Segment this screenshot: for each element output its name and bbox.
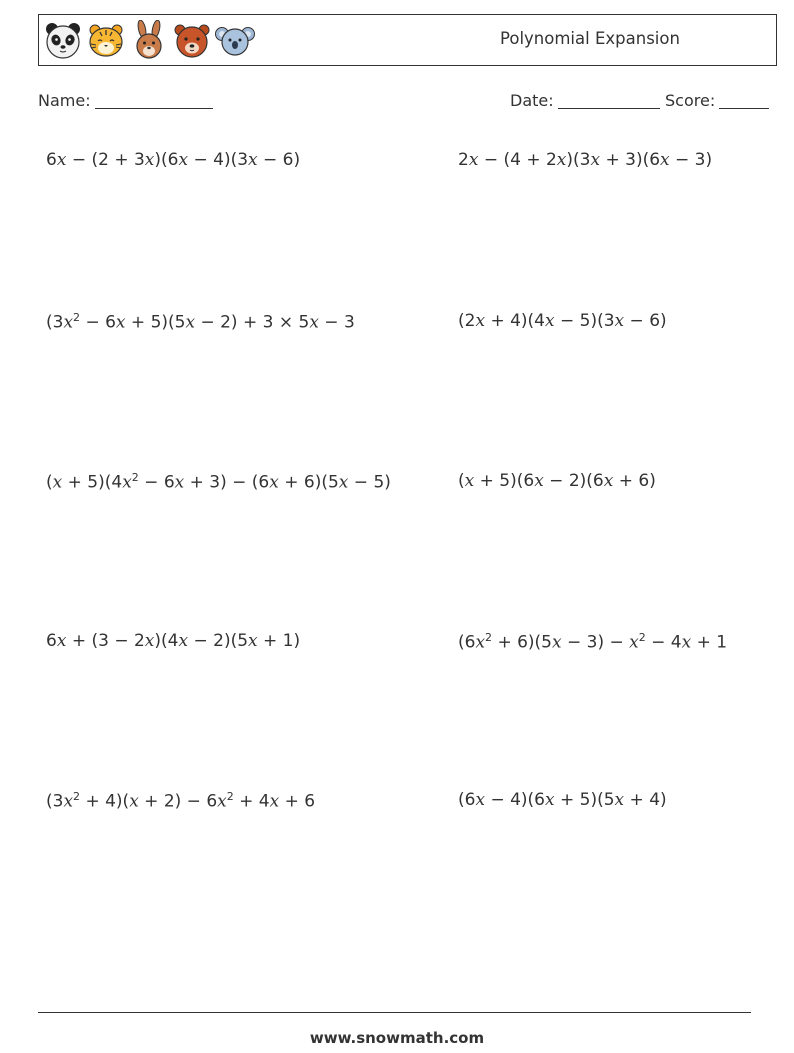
koala-icon xyxy=(215,20,255,60)
bear-icon xyxy=(172,20,212,60)
footer-divider xyxy=(38,1012,751,1013)
problem-10: (6x − 4)(6x + 5)(5x + 4) xyxy=(458,790,667,810)
problem-6: (x + 5)(6x − 2)(6x + 6) xyxy=(458,471,656,491)
problem-9: $(3x^2 + 4)(x + 2) - 6x^2 + 4x + 6$ xyxy=(46,790,316,812)
name-label: Name: xyxy=(38,91,91,110)
problem-3: $(3x^2 - 6x + 5)(5x - 2) + 3 \times 5x - 3$ xyxy=(46,311,355,333)
tiger-icon xyxy=(86,20,126,60)
problem-2: 2x − (4 + 2x)(3x + 3)(6x − 3) xyxy=(458,150,713,170)
problem-1: 6x − (2 + 3x)(6x − 4)(3x − 6) xyxy=(46,150,301,170)
name-blank[interactable] xyxy=(95,92,213,109)
name-field[interactable] xyxy=(38,91,213,110)
rabbit-icon xyxy=(129,20,169,60)
score-label: Score: xyxy=(665,91,716,110)
date-blank[interactable] xyxy=(558,92,660,109)
score-blank[interactable] xyxy=(719,92,769,109)
problem-5: $(x + 5)(4x^2 - 6x + 3) - (6x + 6)(5x - 5)$ xyxy=(46,471,391,493)
problem-4: (2x + 4)(4x − 5)(3x − 6) xyxy=(458,311,667,331)
date-label: Date: xyxy=(510,91,554,110)
footer-site: www.snowmath.com xyxy=(309,1029,485,1047)
date-field[interactable] xyxy=(510,91,660,110)
header-box xyxy=(38,14,777,66)
page-title: Polynomial Expansion xyxy=(500,29,680,48)
problem-8: $(6x^2 + 6)(5x - 3) - x^2 - 4x + 1$ xyxy=(458,631,728,653)
score-field[interactable] xyxy=(665,91,769,110)
animal-icons xyxy=(43,20,255,62)
panda-icon xyxy=(43,20,83,60)
problem-7: 6x + (3 − 2x)(4x − 2)(5x + 1) xyxy=(46,631,301,651)
